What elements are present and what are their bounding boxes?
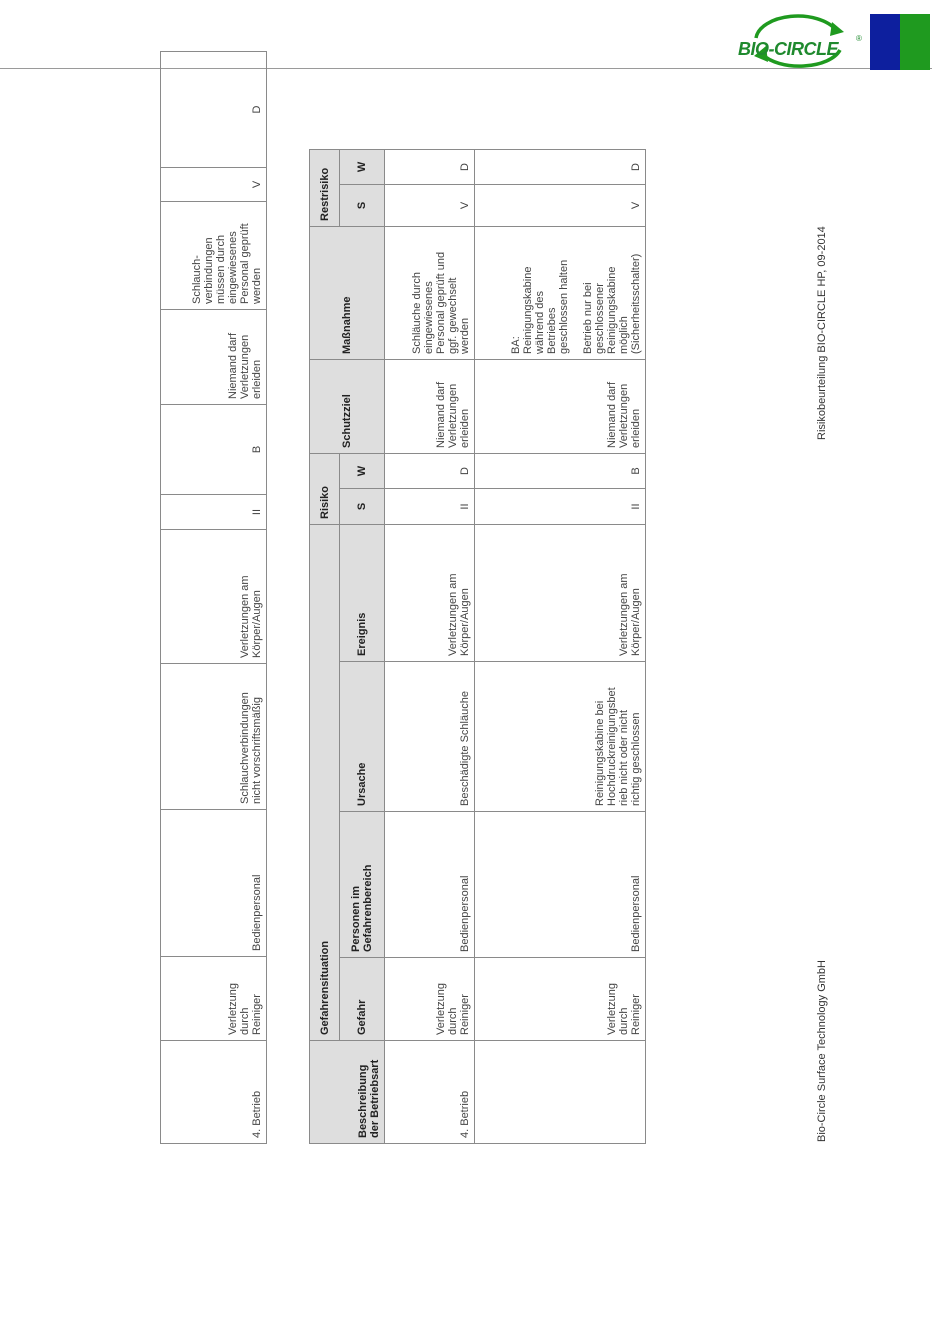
table-row xyxy=(475,149,646,1143)
header-betriebsart: Beschreibung der Betriebsart xyxy=(310,1041,385,1144)
brand-bar-blue xyxy=(870,14,900,70)
cell-personen: Bedienpersonal xyxy=(161,810,267,957)
footer-company: Bio-Circle Surface Technology GmbH xyxy=(816,960,828,1142)
cell-gefahr: Verletzung durch Reiniger xyxy=(161,957,267,1041)
risk-table-continuation xyxy=(160,51,267,1144)
header-risk-w: W xyxy=(340,453,385,488)
logo-wordmark: BIO-CIRCLE xyxy=(738,39,838,59)
cell-risk-s: II xyxy=(385,489,475,525)
risk-table-main xyxy=(309,149,646,1144)
cell-restrisk-w: D xyxy=(385,149,475,184)
header-row-1 xyxy=(310,149,340,1143)
table-main-wrapper xyxy=(309,150,645,1144)
cell-massnahme: BA: Reinigungskabine während des Betriebes geschlossen halten Betrieb nur bei geschlossener Reinigungskabine möglich (Sicherheitsschalter) xyxy=(475,226,646,359)
cell-risk-w: B xyxy=(475,453,646,488)
brand-bar-green xyxy=(900,14,930,70)
header-risk-s: S xyxy=(340,489,385,525)
cell-risk-w: B xyxy=(161,405,267,495)
cell-restrisk-w: D xyxy=(161,52,267,168)
cell-restrisk-s: V xyxy=(161,168,267,202)
cell-schutzziel: Niemand darf Verletzungen erleiden xyxy=(475,359,646,453)
cell-schutzziel: Niemand darf Verletzungen erleiden xyxy=(161,310,267,405)
cell-massnahme: Schläuche durch eingewiesenes Personal geprüft und ggf. gewechselt werden xyxy=(385,226,475,359)
cell-risk-w: D xyxy=(385,453,475,488)
registered-mark: ® xyxy=(856,34,862,43)
cell-betriebsart xyxy=(475,1041,646,1144)
header-schutzziel: Schutzziel xyxy=(310,359,385,453)
header-massnahme: Maßnahme xyxy=(310,226,385,359)
header-restrisk-w: W xyxy=(340,149,385,184)
header-rule xyxy=(0,68,932,69)
cell-ursache: Schlauchverbindungen nicht vorschriftsmäßig xyxy=(161,664,267,810)
cell-betriebsart: 4. Betrieb xyxy=(385,1041,475,1144)
header-risiko: Risiko xyxy=(310,453,340,524)
cell-restrisk-s: V xyxy=(385,184,475,226)
cell-personen: Bedienpersonal xyxy=(385,812,475,958)
cell-risk-s: II xyxy=(475,489,646,525)
cell-ursache: Reinigungskabine bei Hochdruckreinigungsbet rieb nicht oder nicht richtig geschlossen xyxy=(475,662,646,812)
header-ereignis: Ereignis xyxy=(340,525,385,662)
cell-massnahme: Schlauch- verbindungen müssen durch eingewiesenes Personal geprüft werden xyxy=(161,202,267,310)
cell-gefahr: Verletzung durch Reiniger xyxy=(475,958,646,1041)
bio-circle-logo xyxy=(732,10,864,68)
cell-risk-s: II xyxy=(161,495,267,530)
cell-schutzziel: Niemand darf Verletzungen erleiden xyxy=(385,359,475,453)
cell-betriebsart: 4. Betrieb xyxy=(161,1041,267,1144)
cell-gefahr: Verletzung durch Reiniger xyxy=(385,958,475,1041)
header-restrisiko: Restrisiko xyxy=(310,149,340,226)
header-gefahr: Gefahr xyxy=(340,958,385,1041)
header-ursache: Ursache xyxy=(340,662,385,812)
header-gefahrensituation: Gefahrensituation xyxy=(310,525,340,1041)
cell-ereignis: Verletzungen am Körper/Augen xyxy=(385,525,475,662)
cell-restrisk-s: V xyxy=(475,184,646,226)
header-personen: Personen im Gefahrenbereich xyxy=(340,812,385,958)
cell-restrisk-w: D xyxy=(475,149,646,184)
table-top-wrapper xyxy=(160,105,266,1144)
footer-document: Risikobeurteilung BIO-CIRCLE HP, 09-2014 xyxy=(816,226,828,440)
header-restrisk-s: S xyxy=(340,184,385,226)
table-row xyxy=(161,52,267,1144)
cell-personen: Bedienpersonal xyxy=(475,812,646,958)
table-row xyxy=(385,149,475,1143)
cell-ereignis: Verletzungen am Körper/Augen xyxy=(475,525,646,662)
cell-ursache: Beschädigte Schläuche xyxy=(385,662,475,812)
cell-ereignis: Verletzungen am Körper/Augen xyxy=(161,530,267,664)
